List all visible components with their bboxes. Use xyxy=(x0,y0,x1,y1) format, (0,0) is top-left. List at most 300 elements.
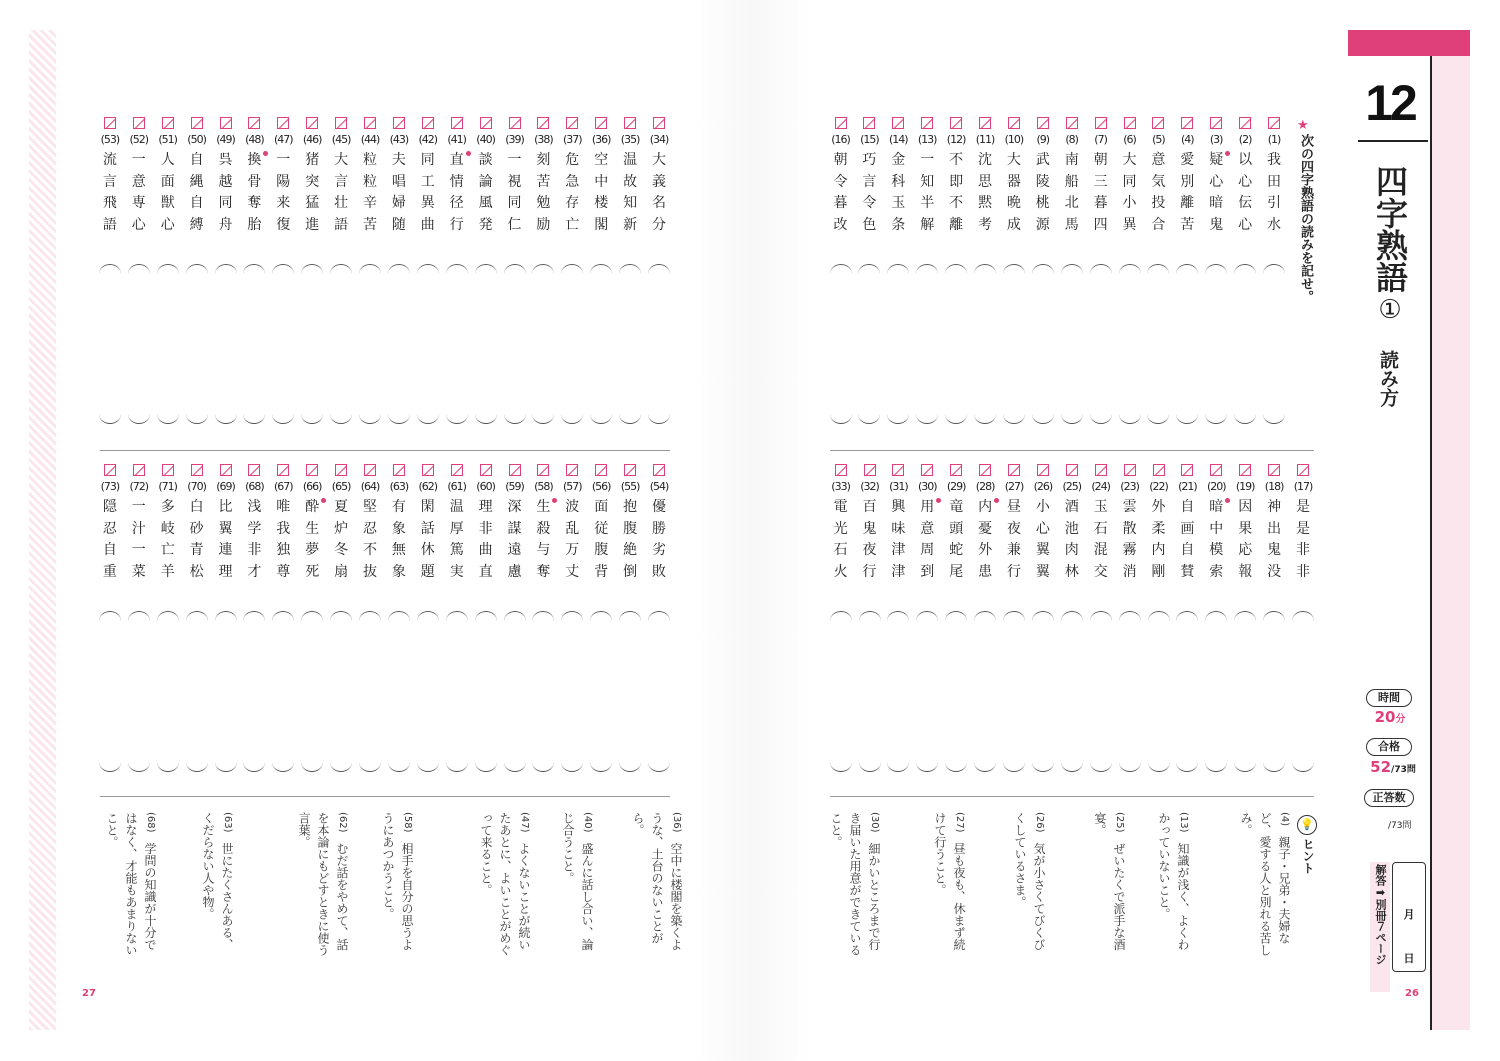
answer-bracket-bottom[interactable] xyxy=(1090,414,1112,424)
answer-bracket-bottom[interactable] xyxy=(215,414,237,424)
hint-text: 相手を自分の思うようにあつかうこと。 xyxy=(381,812,414,951)
checkbox[interactable] xyxy=(509,117,521,129)
answer-bracket-top[interactable] xyxy=(887,611,909,621)
checkbox[interactable] xyxy=(835,117,847,129)
question-number: (55) xyxy=(620,480,640,493)
answer-bracket-top[interactable] xyxy=(186,264,208,274)
answer-bracket-bottom[interactable] xyxy=(619,762,641,772)
answer-bracket-top[interactable] xyxy=(830,264,852,274)
answer-bracket-top[interactable] xyxy=(446,611,468,621)
hint-number: (40) xyxy=(582,812,593,843)
answer-bracket-bottom[interactable] xyxy=(99,414,121,424)
answer-bracket-bottom[interactable] xyxy=(186,414,208,424)
answer-bracket-top[interactable] xyxy=(330,264,352,274)
answer-bracket-top[interactable] xyxy=(186,611,208,621)
checkbox[interactable] xyxy=(979,464,991,476)
checkbox[interactable] xyxy=(979,117,991,129)
answer-bracket-bottom[interactable] xyxy=(945,414,967,424)
answer-bracket-top[interactable] xyxy=(1003,264,1025,274)
checkbox[interactable] xyxy=(393,117,405,129)
answer-bracket-bottom[interactable] xyxy=(157,414,179,424)
checkbox[interactable] xyxy=(248,464,260,476)
question-item xyxy=(502,117,528,236)
checkbox[interactable] xyxy=(653,464,665,476)
question-word: 夏 炉 冬 扇 xyxy=(334,499,349,580)
checkbox[interactable] xyxy=(162,464,174,476)
answer-bracket-bottom[interactable] xyxy=(1263,762,1285,772)
question-number: (29) xyxy=(946,480,966,493)
question-word: 理 非 曲 直 xyxy=(478,499,493,580)
answer-bracket-bottom[interactable] xyxy=(974,762,996,772)
hint-number: (47) xyxy=(519,812,530,843)
question-word: 内 憂 外 患 xyxy=(978,499,993,580)
answer-bracket-bottom[interactable] xyxy=(243,762,265,772)
answer-bracket-bottom[interactable] xyxy=(916,762,938,772)
checkbox[interactable] xyxy=(1095,117,1107,129)
question-number: (47) xyxy=(274,133,293,146)
answer-bracket-top[interactable] xyxy=(157,264,179,274)
checkbox[interactable] xyxy=(277,117,289,129)
answer-bracket-top[interactable] xyxy=(858,264,880,274)
question-item xyxy=(1232,464,1258,583)
checkbox[interactable] xyxy=(863,117,875,129)
question-number: (9) xyxy=(1036,133,1050,146)
answer-bracket-bottom[interactable] xyxy=(504,414,526,424)
checkbox[interactable] xyxy=(1297,464,1309,476)
question-word: 夫 唱 婦 随 xyxy=(391,152,406,233)
question-number: (60) xyxy=(476,480,495,493)
answer-bracket-bottom[interactable] xyxy=(1176,414,1198,424)
answer-bracket-bottom[interactable] xyxy=(272,762,294,772)
answer-bracket-top[interactable] xyxy=(330,611,352,621)
hint-text: 学問の知識が十分ではなく、才能もあまりないこと。 xyxy=(105,812,157,956)
checkbox[interactable] xyxy=(1008,117,1020,129)
answer-bracket-bottom[interactable] xyxy=(417,762,439,772)
answer-bracket-top[interactable] xyxy=(1090,611,1112,621)
answer-bracket-bottom[interactable] xyxy=(388,762,410,772)
hint-item xyxy=(1090,812,1129,962)
question-number: (70) xyxy=(187,480,206,493)
question-word: 金 科 玉 条 xyxy=(891,152,906,233)
answer-bracket-top[interactable] xyxy=(887,264,909,274)
question-item xyxy=(943,117,969,236)
answer-bracket-bottom[interactable] xyxy=(186,762,208,772)
pass-label: 合格 xyxy=(1366,738,1412,756)
answer-bracket-top[interactable] xyxy=(532,264,554,274)
question-item xyxy=(126,117,152,236)
checkbox[interactable] xyxy=(335,464,347,476)
answer-bracket-bottom[interactable] xyxy=(1148,762,1170,772)
answer-bracket-bottom[interactable] xyxy=(417,414,439,424)
answer-bracket-bottom[interactable] xyxy=(1147,414,1169,424)
question-item xyxy=(1059,117,1085,236)
answer-bracket-bottom[interactable] xyxy=(446,762,468,772)
question-word: 猪 突 猛 進 xyxy=(305,152,320,233)
correct-label: 正答数 xyxy=(1364,789,1414,807)
answer-bracket-top[interactable] xyxy=(1205,611,1227,621)
hint-text: ぜいたくで派手な酒宴。 xyxy=(1093,812,1126,951)
answer-bracket-bottom[interactable] xyxy=(590,762,612,772)
answer-bracket-top[interactable] xyxy=(532,611,554,621)
answer-bracket-top[interactable] xyxy=(1234,611,1256,621)
answer-bracket-bottom[interactable] xyxy=(330,762,352,772)
answer-reference: 解答➡別冊７ページ xyxy=(1374,864,1387,965)
answer-bracket-bottom[interactable] xyxy=(1119,414,1141,424)
answer-bracket-top[interactable] xyxy=(272,611,294,621)
answer-bracket-bottom[interactable] xyxy=(1205,414,1227,424)
answer-bracket-bottom[interactable] xyxy=(359,762,381,772)
checkbox[interactable] xyxy=(624,464,636,476)
answer-bracket-top[interactable] xyxy=(417,611,439,621)
question-item xyxy=(502,464,528,583)
answer-bracket-top[interactable] xyxy=(1263,264,1285,274)
answer-bracket-bottom[interactable] xyxy=(272,414,294,424)
question-word: 比 翼 連 理 xyxy=(218,499,233,580)
checkbox[interactable] xyxy=(248,117,260,129)
checkbox[interactable] xyxy=(277,464,289,476)
checkbox[interactable] xyxy=(537,464,549,476)
question-number: (56) xyxy=(591,480,611,493)
answer-bracket-top[interactable] xyxy=(1061,264,1083,274)
time-label: 時間 xyxy=(1366,689,1412,707)
checkbox[interactable] xyxy=(1124,117,1136,129)
question-number: (63) xyxy=(389,480,409,493)
checkbox[interactable] xyxy=(595,464,607,476)
question-item xyxy=(1030,117,1056,236)
answer-bracket-top[interactable] xyxy=(648,611,670,621)
answer-bracket-bottom[interactable] xyxy=(157,762,179,772)
question-number: (31) xyxy=(889,480,908,493)
answer-bracket-top[interactable] xyxy=(590,611,612,621)
answer-bracket-bottom[interactable] xyxy=(301,762,323,772)
checkbox[interactable] xyxy=(1066,464,1078,476)
checkbox[interactable] xyxy=(422,117,434,129)
answer-bracket-top[interactable] xyxy=(945,611,967,621)
answer-bracket-bottom[interactable] xyxy=(1061,414,1083,424)
checkbox[interactable] xyxy=(1037,464,1049,476)
question-word: 換 骨 奪 胎 xyxy=(247,152,262,233)
checkbox[interactable] xyxy=(364,464,376,476)
question-number: (45) xyxy=(331,133,351,146)
answer-bracket-top[interactable] xyxy=(359,264,381,274)
answer-bracket-bottom[interactable] xyxy=(128,414,150,424)
checkbox[interactable] xyxy=(835,464,847,476)
question-number: (67) xyxy=(274,480,293,493)
answer-bracket-bottom[interactable] xyxy=(1032,762,1054,772)
hint-text: むだ話をやめて、話を本論にもどすときに使う言葉。 xyxy=(297,812,349,956)
checkbox[interactable] xyxy=(220,464,232,476)
checkbox[interactable] xyxy=(950,117,962,129)
checkbox[interactable] xyxy=(1037,117,1049,129)
answer-bracket-top[interactable] xyxy=(417,264,439,274)
question-item xyxy=(856,117,882,236)
checkbox[interactable] xyxy=(950,464,962,476)
answer-bracket-top[interactable] xyxy=(1147,264,1169,274)
checkbox[interactable] xyxy=(480,464,492,476)
checkbox[interactable] xyxy=(1268,464,1280,476)
question-word: 有 象 無 象 xyxy=(391,499,406,580)
question-number: (42) xyxy=(418,133,438,146)
answer-bracket-top[interactable] xyxy=(504,611,526,621)
answer-bracket-top[interactable] xyxy=(648,264,670,274)
question-item xyxy=(328,117,354,236)
checkbox[interactable] xyxy=(133,464,145,476)
answer-bracket-bottom[interactable] xyxy=(301,414,323,424)
checkbox[interactable] xyxy=(892,117,904,129)
checkbox[interactable] xyxy=(1124,464,1136,476)
answer-bracket-bottom[interactable] xyxy=(1205,762,1227,772)
answer-bracket-top[interactable] xyxy=(243,611,265,621)
answer-bracket-bottom[interactable] xyxy=(475,762,497,772)
answer-bracket-top[interactable] xyxy=(99,264,121,274)
checkbox[interactable] xyxy=(1239,464,1251,476)
answer-bracket-bottom[interactable] xyxy=(1003,762,1025,772)
answer-bracket-bottom[interactable] xyxy=(504,762,526,772)
answer-bracket-top[interactable] xyxy=(1061,611,1083,621)
answer-bracket-top[interactable] xyxy=(388,611,410,621)
checkbox[interactable] xyxy=(1095,464,1107,476)
answer-bracket-top[interactable] xyxy=(830,611,852,621)
checkbox[interactable] xyxy=(1268,117,1280,129)
answer-bracket-top[interactable] xyxy=(1292,611,1314,621)
answer-bracket-top[interactable] xyxy=(916,264,938,274)
answer-bracket-bottom[interactable] xyxy=(1292,762,1314,772)
question-number: (3) xyxy=(1209,133,1223,146)
question-word: 波 乱 万 丈 xyxy=(565,499,580,580)
time-value xyxy=(1362,708,1418,726)
checkbox[interactable] xyxy=(537,117,549,129)
checkbox[interactable] xyxy=(480,117,492,129)
checkbox[interactable] xyxy=(1153,464,1165,476)
answer-bracket-bottom[interactable] xyxy=(858,414,880,424)
answer-bracket-bottom[interactable] xyxy=(945,762,967,772)
checkbox[interactable] xyxy=(1152,117,1164,129)
hint-number: (4) xyxy=(1279,812,1290,837)
checkbox[interactable] xyxy=(133,117,145,129)
answer-bracket-bottom[interactable] xyxy=(887,414,909,424)
answer-bracket-top[interactable] xyxy=(215,611,237,621)
checkbox[interactable] xyxy=(509,464,521,476)
checkbox[interactable] xyxy=(393,464,405,476)
answer-bracket-top[interactable] xyxy=(945,264,967,274)
hint-text: 盛んに話し合い、論じ合うこと。 xyxy=(561,812,594,951)
hint-number: (63) xyxy=(222,812,233,843)
answer-bracket-top[interactable] xyxy=(243,264,265,274)
answer-bracket-top[interactable] xyxy=(1176,611,1198,621)
answer-bracket-top[interactable] xyxy=(1176,264,1198,274)
question-item xyxy=(1203,464,1229,583)
question-number: (24) xyxy=(1091,480,1110,493)
checkbox[interactable] xyxy=(306,464,318,476)
answer-bracket-top[interactable] xyxy=(446,264,468,274)
checkbox[interactable] xyxy=(1210,464,1222,476)
answer-bracket-top[interactable] xyxy=(1119,264,1141,274)
checkbox[interactable] xyxy=(104,117,116,129)
sidebar-pink-strip xyxy=(1432,56,1470,1030)
answer-bracket-top[interactable] xyxy=(1090,264,1112,274)
answer-bracket-bottom[interactable] xyxy=(330,414,352,424)
answer-bracket-bottom[interactable] xyxy=(1061,762,1083,772)
unit-number: 12 xyxy=(1365,75,1415,131)
question-number: (18) xyxy=(1264,480,1284,493)
answer-bracket-bottom[interactable] xyxy=(887,762,909,772)
answer-bracket-top[interactable] xyxy=(619,611,641,621)
answer-bracket-bottom[interactable] xyxy=(532,414,554,424)
answer-bracket-bottom[interactable] xyxy=(243,414,265,424)
answer-bracket-bottom[interactable] xyxy=(1090,762,1112,772)
answer-bracket-bottom[interactable] xyxy=(99,762,121,772)
title-rule xyxy=(1358,140,1428,142)
hint-number: (26) xyxy=(1034,812,1045,843)
answer-bracket-top[interactable] xyxy=(1205,264,1227,274)
question-word: 昼 夜 兼 行 xyxy=(1007,499,1021,580)
checkbox[interactable] xyxy=(1239,117,1251,129)
checkbox[interactable] xyxy=(220,117,232,129)
answer-bracket-top[interactable] xyxy=(128,611,150,621)
answer-bracket-bottom[interactable] xyxy=(475,414,497,424)
checkbox[interactable] xyxy=(364,117,376,129)
answer-bracket-top[interactable] xyxy=(590,264,612,274)
answer-bracket-bottom[interactable] xyxy=(446,414,468,424)
question-item xyxy=(1059,464,1085,583)
answer-bracket-top[interactable] xyxy=(504,264,526,274)
question-item xyxy=(184,464,210,583)
question-item xyxy=(617,464,643,583)
question-word: 面 従 腹 背 xyxy=(594,499,609,580)
answer-bracket-top[interactable] xyxy=(128,264,150,274)
answer-bracket-bottom[interactable] xyxy=(619,414,641,424)
question-item xyxy=(559,464,585,583)
unit-circled-number: ① xyxy=(1378,295,1402,325)
answer-bracket-top[interactable] xyxy=(272,264,294,274)
question-item xyxy=(386,464,412,583)
question-number: (12) xyxy=(946,133,966,146)
answer-bracket-top[interactable] xyxy=(974,264,996,274)
checkbox[interactable] xyxy=(1181,464,1193,476)
question-number: (20) xyxy=(1207,480,1226,493)
checkbox[interactable] xyxy=(451,464,463,476)
checkbox[interactable] xyxy=(1066,117,1078,129)
question-word: 刻 苦 勉 励 xyxy=(536,152,551,233)
answer-bracket-top[interactable] xyxy=(215,264,237,274)
question-word: 自 画 自 賛 xyxy=(1180,499,1195,580)
answer-bracket-bottom[interactable] xyxy=(648,762,670,772)
question-number: (68) xyxy=(245,480,264,493)
answer-bracket-bottom[interactable] xyxy=(561,762,583,772)
checkbox[interactable] xyxy=(892,464,904,476)
checkbox[interactable] xyxy=(566,117,578,129)
answer-bracket-top[interactable] xyxy=(1263,611,1285,621)
answer-bracket-top[interactable] xyxy=(619,264,641,274)
answer-bracket-bottom[interactable] xyxy=(830,414,852,424)
answer-bracket-bottom[interactable] xyxy=(1003,414,1025,424)
checkbox[interactable] xyxy=(191,117,203,129)
checkbox[interactable] xyxy=(162,117,174,129)
answer-bracket-bottom[interactable] xyxy=(1234,414,1256,424)
answer-bracket-bottom[interactable] xyxy=(561,414,583,424)
question-word: 堅 忍 不 抜 xyxy=(363,499,377,580)
answer-bracket-bottom[interactable] xyxy=(1234,762,1256,772)
pass-value xyxy=(1358,758,1428,776)
answer-bracket-top[interactable] xyxy=(301,611,323,621)
question-number: (23) xyxy=(1120,480,1139,493)
answer-bracket-top[interactable] xyxy=(916,611,938,621)
answer-bracket-bottom[interactable] xyxy=(648,414,670,424)
answer-bracket-top[interactable] xyxy=(1148,611,1170,621)
answer-bracket-top[interactable] xyxy=(157,611,179,621)
checkbox[interactable] xyxy=(653,117,665,129)
answer-bracket-top[interactable] xyxy=(99,611,121,621)
hint-item xyxy=(476,812,534,962)
answer-bracket-bottom[interactable] xyxy=(1032,414,1054,424)
answer-bracket-bottom[interactable] xyxy=(359,414,381,424)
answer-bracket-top[interactable] xyxy=(388,264,410,274)
question-item xyxy=(1088,464,1114,583)
answer-bracket-bottom[interactable] xyxy=(974,414,996,424)
answer-bracket-bottom[interactable] xyxy=(1176,762,1198,772)
hint-text: 昼も夜も、休まず続けて行うこと。 xyxy=(933,812,966,951)
checkbox[interactable] xyxy=(306,117,318,129)
checkbox[interactable] xyxy=(451,117,463,129)
answer-bracket-top[interactable] xyxy=(475,264,497,274)
answer-bracket-top[interactable] xyxy=(475,611,497,621)
checkbox[interactable] xyxy=(595,117,607,129)
question-number: (52) xyxy=(129,133,149,146)
checkbox[interactable] xyxy=(566,464,578,476)
question-item xyxy=(530,464,556,583)
question-word: 意 気 投 合 xyxy=(1151,152,1166,233)
checkbox[interactable] xyxy=(624,117,636,129)
checkbox[interactable] xyxy=(921,117,933,129)
answer-bracket-bottom[interactable] xyxy=(916,414,938,424)
answer-bracket-top[interactable] xyxy=(1003,611,1025,621)
checkbox[interactable] xyxy=(191,464,203,476)
answer-bracket-top[interactable] xyxy=(301,264,323,274)
answer-bracket-top[interactable] xyxy=(561,264,583,274)
answer-bracket-top[interactable] xyxy=(1032,264,1054,274)
answer-bracket-bottom[interactable] xyxy=(830,762,852,772)
answer-bracket-top[interactable] xyxy=(974,611,996,621)
answer-bracket-bottom[interactable] xyxy=(1119,762,1141,772)
checkbox[interactable] xyxy=(422,464,434,476)
answer-bracket-top[interactable] xyxy=(1119,611,1141,621)
answer-bracket-top[interactable] xyxy=(359,611,381,621)
question-item xyxy=(415,464,441,583)
checkbox[interactable] xyxy=(1181,117,1193,129)
checkbox[interactable] xyxy=(335,117,347,129)
answer-bracket-top[interactable] xyxy=(859,611,881,621)
question-word: 神 出 鬼 没 xyxy=(1267,499,1282,580)
question-word: 粒 粒 辛 苦 xyxy=(363,152,377,233)
answer-bracket-bottom[interactable] xyxy=(215,762,237,772)
answer-bracket-bottom[interactable] xyxy=(859,762,881,772)
unit-title: 四字熟語 xyxy=(1371,165,1409,293)
answer-bracket-bottom[interactable] xyxy=(128,762,150,772)
answer-bracket-bottom[interactable] xyxy=(1263,414,1285,424)
checkbox[interactable] xyxy=(104,464,116,476)
answer-bracket-top[interactable] xyxy=(561,611,583,621)
answer-bracket-bottom[interactable] xyxy=(388,414,410,424)
answer-bracket-top[interactable] xyxy=(1234,264,1256,274)
question-word: 是 是 非 非 xyxy=(1296,499,1310,580)
checkbox[interactable] xyxy=(921,464,933,476)
answer-bracket-top[interactable] xyxy=(1032,611,1054,621)
answer-bracket-bottom[interactable] xyxy=(532,762,554,772)
checkbox[interactable] xyxy=(1008,464,1020,476)
checkbox[interactable] xyxy=(1210,117,1222,129)
checkbox[interactable] xyxy=(864,464,876,476)
answer-bracket-bottom[interactable] xyxy=(590,414,612,424)
